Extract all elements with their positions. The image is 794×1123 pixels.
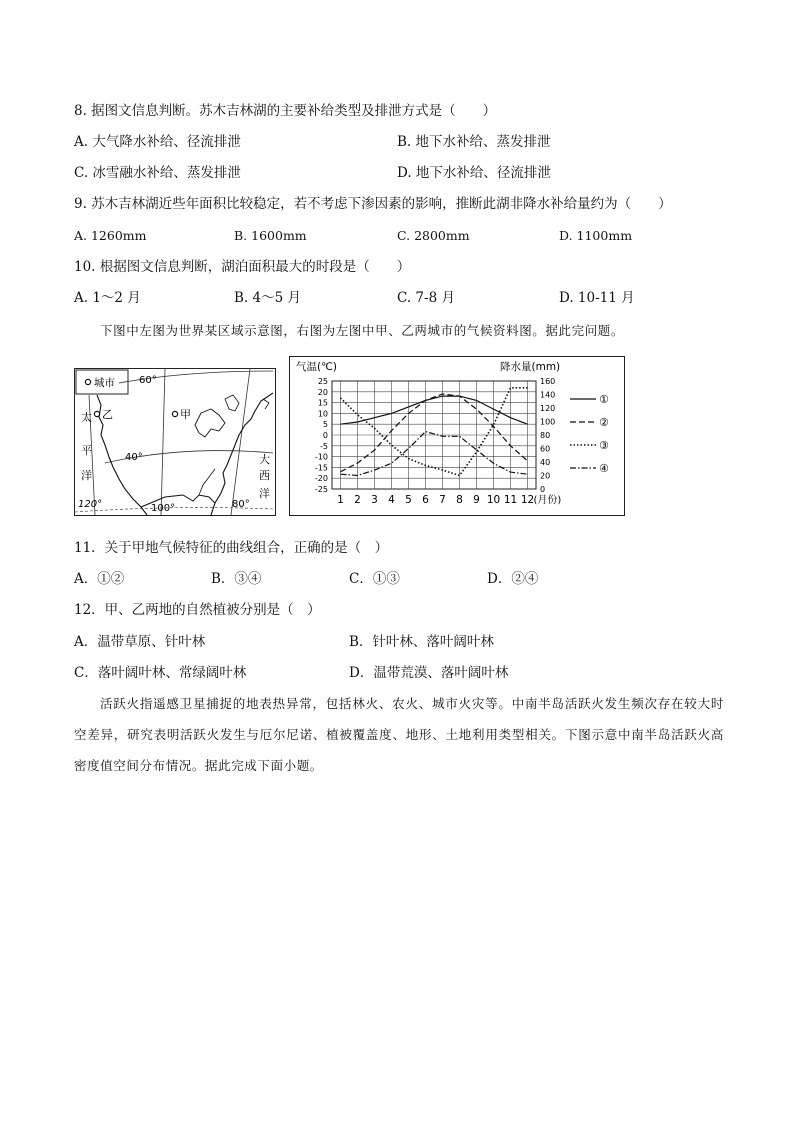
atlantic-label-1: 大	[259, 453, 270, 466]
precip-tick-label: 80	[540, 431, 551, 440]
question-8-option-b: B. 地下水补给、蒸发排泄	[397, 134, 551, 150]
question-8-option-d: D. 地下水补给、径流排泄	[397, 165, 551, 181]
month-tick-label: 1	[337, 494, 344, 506]
month-tick-label: 3	[371, 494, 378, 506]
legend-label-2: ②	[599, 416, 609, 429]
climate-chart-svg	[290, 357, 624, 515]
precip-tick-label: 160	[540, 377, 556, 386]
chart-ylabel-right: 降水量(mm)	[500, 361, 561, 373]
region-map-svg	[75, 369, 275, 515]
question-10-stem: 10. 根据图文信息判断，湖泊面积最大的时段是（ ）	[74, 259, 411, 275]
month-tick-label: 4	[388, 494, 395, 506]
atlantic-label-3: 洋	[259, 487, 270, 500]
question-10-option-c: C. 7-8 月	[397, 290, 455, 306]
pacific-label-3: 洋	[81, 469, 92, 482]
question-9-option-c: C. 2800mm	[397, 228, 470, 243]
temp-tick-label: 20	[317, 387, 328, 397]
question-9-option-b: B. 1600mm	[234, 228, 307, 243]
legend-label-3: ③	[599, 439, 609, 452]
chart-series	[341, 388, 528, 476]
question-10-option-a: A. 1～2 月	[74, 290, 141, 306]
question-11-option-d: D．②④	[487, 571, 539, 587]
question-10-option-d: D. 10-11 月	[559, 290, 635, 306]
temp-tick-label: 25	[317, 377, 328, 386]
lat-label-60: 60°	[139, 375, 157, 386]
month-tick-label: 5	[405, 494, 412, 506]
temp-tick-label: 15	[317, 398, 328, 408]
city-a-marker	[172, 411, 177, 416]
month-tick-label: 6	[422, 494, 429, 506]
question-8-stem: 8. 据图文信息判断。苏木吉林湖的主要补给类型及排泄方式是（ ）	[74, 103, 497, 119]
temp-tick-label: 5	[322, 420, 328, 430]
island-outline	[263, 399, 269, 409]
pacific-label-1: 太	[81, 411, 92, 424]
precip-tick-label: 100	[540, 417, 556, 427]
series-line-3	[341, 388, 528, 476]
precip-tick-label: 140	[540, 390, 556, 400]
question-8-option-a: A. 大气降水补给、径流排泄	[74, 134, 241, 150]
question-12-stem: 12．甲、乙两地的自然植被分别是（ ）	[74, 602, 321, 618]
longitude-80-line	[231, 369, 250, 515]
x-axis-label: (月份)	[533, 495, 562, 506]
lon-label-120: 120°	[78, 499, 103, 510]
month-tick-label: 9	[473, 494, 480, 506]
atlantic-label-2: 西	[259, 469, 270, 482]
precip-tick-label: 20	[540, 471, 551, 481]
temp-tick-label: 0	[322, 431, 328, 440]
month-tick-label: 2	[354, 494, 361, 506]
map-legend-label: 城市	[94, 377, 115, 389]
question-9-option-d: D. 1100mm	[559, 228, 633, 243]
question-10-option-b: B. 4～5 月	[234, 290, 301, 306]
question-12-option-d: D．温带荒漠、落叶阔叶林	[349, 665, 509, 681]
region-map	[74, 368, 276, 516]
chart-ticks	[315, 377, 561, 506]
question-12-option-a: A．温带草原、针叶林	[74, 634, 206, 650]
month-tick-label: 7	[439, 494, 446, 506]
legend-label-4: ④	[599, 462, 609, 475]
temp-tick-label: -15	[314, 463, 328, 473]
lon-label-80: 80°	[232, 499, 250, 510]
map-legend-city-icon	[85, 379, 90, 384]
temp-tick-label: -10	[314, 452, 328, 462]
month-tick-label: 10	[486, 494, 501, 506]
pacific-label-2: 平	[81, 444, 92, 457]
question-11-option-c: C．①③	[349, 571, 400, 587]
figure-intro: 下图中左图为世界某区域示意图，右图为左图中甲、乙两城市的气候资料图。据此完问题。	[100, 323, 625, 338]
month-tick-label: 12	[520, 494, 535, 506]
precip-tick-label: 40	[540, 458, 551, 467]
series-line-2	[341, 394, 528, 472]
legend-label-1: ①	[599, 393, 609, 406]
question-12-option-c: C．落叶阔叶林、常绿阔叶林	[74, 665, 247, 681]
month-tick-label: 11	[503, 494, 518, 506]
chart-legend	[570, 393, 609, 475]
temp-tick-label: -5	[320, 441, 328, 451]
question-9-stem: 9. 苏木吉林湖近些年面积比较稳定，若不考虑下渗因素的影响，推断此湖非降水补给量约为（ ）	[74, 196, 672, 212]
chart-ylabel-left: 气温(℃)	[296, 361, 337, 373]
question-11-option-a: A．①②	[74, 571, 125, 587]
question-11-stem: 11．关于甲地气候特征的曲线组合，正确的是（ ）	[74, 540, 389, 556]
temp-tick-label: 10	[317, 409, 328, 419]
river-line	[199, 469, 215, 495]
precip-tick-label: 60	[540, 444, 551, 454]
great-lakes	[195, 409, 225, 437]
city-a-label: 甲	[180, 408, 191, 421]
question-9-option-a: A. 1260mm	[74, 228, 147, 243]
series-line-4	[341, 432, 528, 476]
lat-label-40: 40°	[125, 452, 143, 463]
question-8-option-c: C. 冰雪融水补给、蒸发排泄	[74, 165, 241, 181]
city-b-marker	[94, 411, 99, 416]
city-b-label: 乙	[102, 408, 113, 421]
precip-tick-label: 0	[540, 485, 546, 494]
precip-tick-label: 120	[540, 404, 556, 413]
month-tick-label: 8	[456, 494, 463, 506]
temp-tick-label: -20	[314, 474, 328, 484]
fire-passage: 活跃火指遥感卫星捕捉的地表热异常，包括林火、农火、城市火灾等。中南半岛活跃火发生频次存在较大时空差异，研究表明活跃火发生与厄尔尼诺、植被覆盖度、地形、土地利用类型相关。下图示意中南半岛活跃火高密度值空间分布情况。据此完成下面小题。	[74, 696, 724, 773]
longitude-100-line	[161, 369, 165, 515]
lon-label-100: 100°	[151, 503, 176, 514]
question-11-option-b: B．③④	[211, 571, 262, 587]
question-12-option-b: B．针叶林、落叶阔叶林	[349, 634, 494, 650]
climate-chart	[289, 356, 625, 516]
temp-tick-label: -25	[314, 485, 328, 494]
lake-outline	[225, 395, 239, 411]
